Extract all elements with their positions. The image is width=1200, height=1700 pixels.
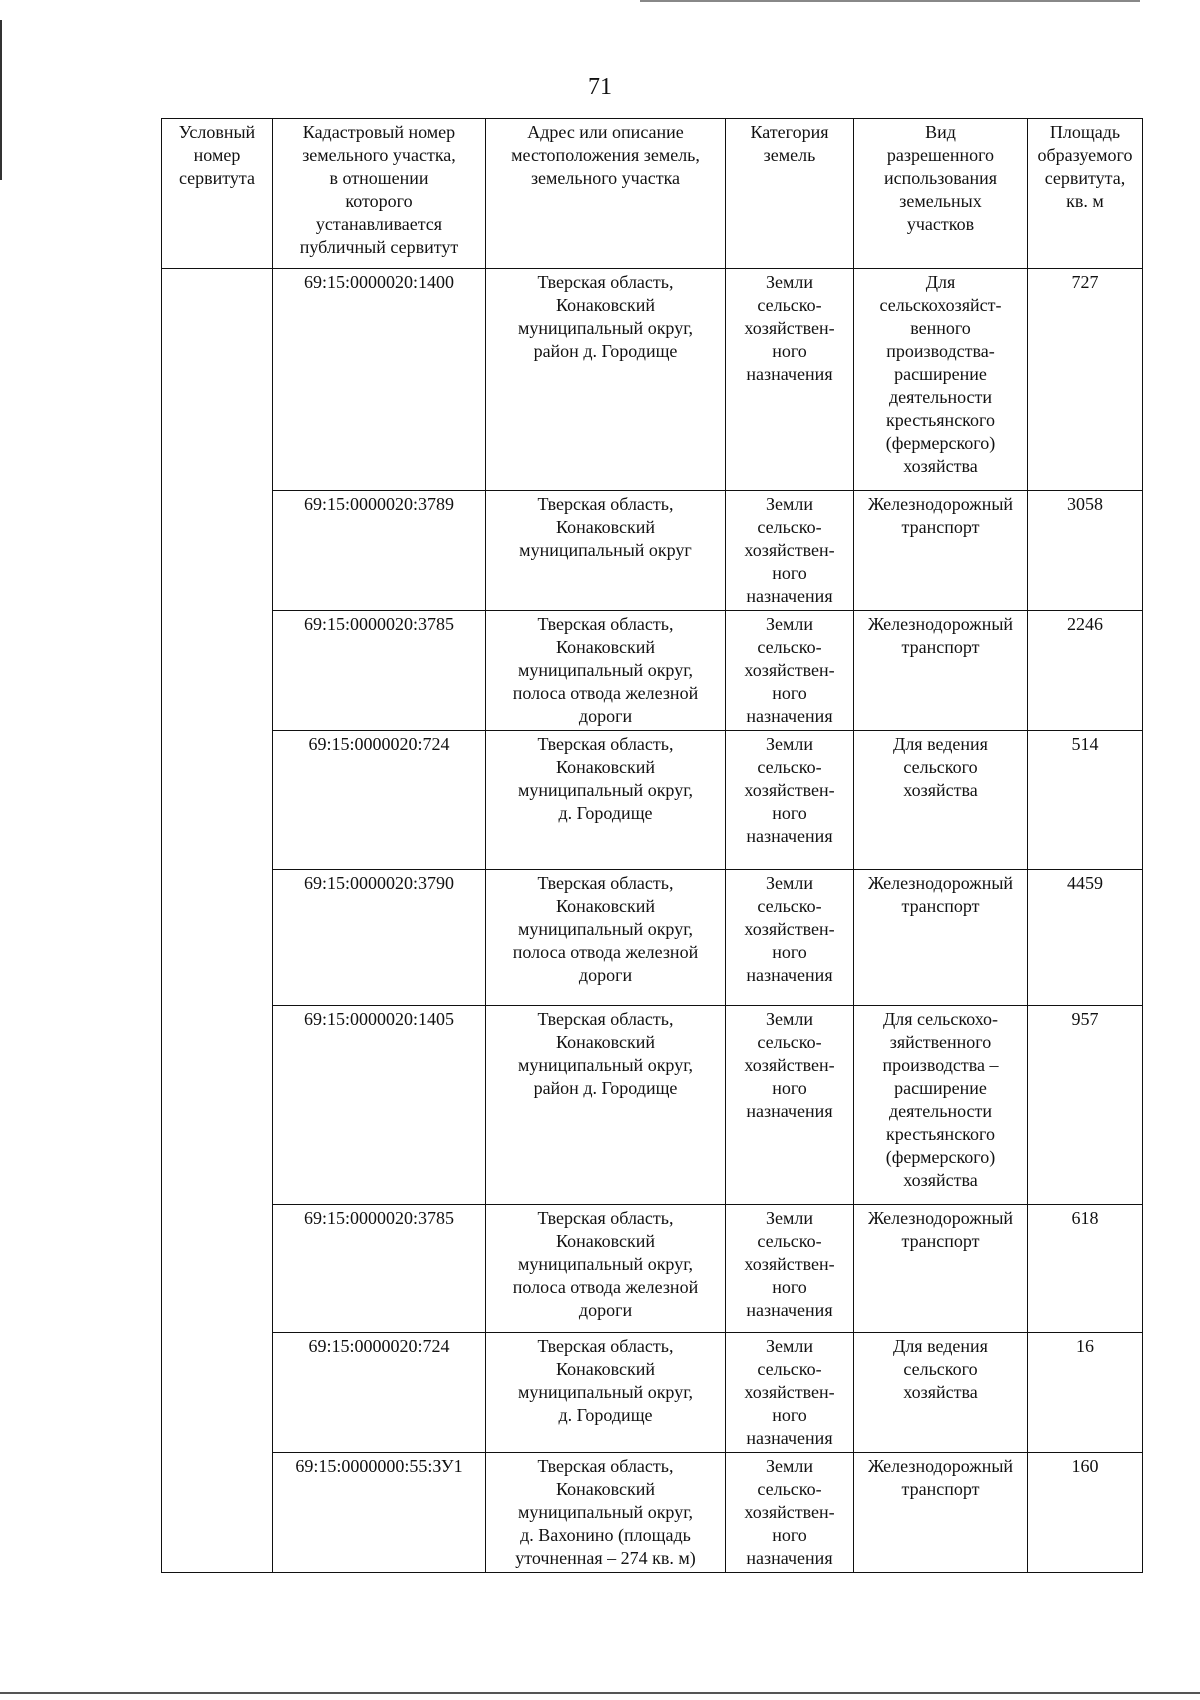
land-category-cell: Земли сельско- хозяйствен- ного назначения <box>726 1205 854 1333</box>
table-row <box>162 611 1143 731</box>
area-cell: 727 <box>1028 269 1143 491</box>
land-category-cell: Земли сельско- хозяйствен- ного назначения <box>726 269 854 491</box>
header-servitude-number: Условный номер сервитута <box>162 119 273 269</box>
cadastral-number-cell: 69:15:0000000:55:ЗУ1 <box>273 1453 486 1573</box>
permitted-use-cell: Для сельскохо- зяйственного производства – расширение деятельности крестьянского (фермерского) хозяйства <box>854 1006 1028 1205</box>
table-row <box>162 731 1143 870</box>
table-row <box>162 491 1143 611</box>
land-category-cell: Земли сельско- хозяйствен- ного назначения <box>726 870 854 1006</box>
header-cadastral-number: Кадастровый номер земельного участка, в отношении которого устанавливается публичный сервитут <box>273 119 486 269</box>
table-row <box>162 1333 1143 1453</box>
land-category-cell: Земли сельско- хозяйствен- ного назначения <box>726 1006 854 1205</box>
area-cell: 514 <box>1028 731 1143 870</box>
servitude-table <box>161 118 1143 1573</box>
permitted-use-cell: Железнодорожный транспорт <box>854 611 1028 731</box>
cadastral-number-cell: 69:15:0000020:724 <box>273 1333 486 1453</box>
header-land-category: Категория земель <box>726 119 854 269</box>
address-cell: Тверская область, Конаковский муниципальный округ, полоса отвода железной дороги <box>486 611 726 731</box>
table-header-row <box>162 119 1143 269</box>
cadastral-number-cell: 69:15:0000020:3789 <box>273 491 486 611</box>
table-row <box>162 870 1143 1006</box>
table-row <box>162 1006 1143 1205</box>
table-row <box>162 1205 1143 1333</box>
page-number: 71 <box>588 74 612 100</box>
area-cell: 16 <box>1028 1333 1143 1453</box>
area-cell: 2246 <box>1028 611 1143 731</box>
land-category-cell: Земли сельско- хозяйствен- ного назначения <box>726 731 854 870</box>
land-category-cell: Земли сельско- хозяйствен- ного назначения <box>726 611 854 731</box>
scan-edge-top <box>640 0 1140 2</box>
cadastral-number-cell: 69:15:0000020:1405 <box>273 1006 486 1205</box>
permitted-use-cell: Для сельскохозяйст- венного производства- расширение деятельности крестьянского (фермерского) хозяйства <box>854 269 1028 491</box>
area-cell: 957 <box>1028 1006 1143 1205</box>
area-cell: 3058 <box>1028 491 1143 611</box>
scan-edge-bottom <box>0 1692 1200 1694</box>
table-row <box>162 269 1143 491</box>
cadastral-number-cell: 69:15:0000020:724 <box>273 731 486 870</box>
area-cell: 4459 <box>1028 870 1143 1006</box>
header-area: Площадь образуемого сервитута, кв. м <box>1028 119 1143 269</box>
area-cell: 618 <box>1028 1205 1143 1333</box>
header-address: Адрес или описание местоположения земель, земельного участка <box>486 119 726 269</box>
cadastral-number-cell: 69:15:0000020:3785 <box>273 1205 486 1333</box>
address-cell: Тверская область, Конаковский муниципальный округ, полоса отвода железной дороги <box>486 1205 726 1333</box>
header-permitted-use: Вид разрешенного использования земельных участков <box>854 119 1028 269</box>
address-cell: Тверская область, Конаковский муниципальный округ, д. Городище <box>486 731 726 870</box>
cadastral-number-cell: 69:15:0000020:1400 <box>273 269 486 491</box>
permitted-use-cell: Железнодорожный транспорт <box>854 1205 1028 1333</box>
land-category-cell: Земли сельско- хозяйствен- ного назначения <box>726 1453 854 1573</box>
permitted-use-cell: Железнодорожный транспорт <box>854 1453 1028 1573</box>
address-cell: Тверская область, Конаковский муниципальный округ, д. Городище <box>486 1333 726 1453</box>
permitted-use-cell: Железнодорожный транспорт <box>854 491 1028 611</box>
address-cell: Тверская область, Конаковский муниципальный округ <box>486 491 726 611</box>
address-cell: Тверская область, Конаковский муниципальный округ, полоса отвода железной дороги <box>486 870 726 1006</box>
permitted-use-cell: Для ведения сельского хозяйства <box>854 731 1028 870</box>
land-category-cell: Земли сельско- хозяйствен- ного назначения <box>726 1333 854 1453</box>
address-cell: Тверская область, Конаковский муниципальный округ, д. Вахонино (площадь уточненная – 274 кв. м) <box>486 1453 726 1573</box>
permitted-use-cell: Для ведения сельского хозяйства <box>854 1333 1028 1453</box>
land-category-cell: Земли сельско- хозяйствен- ного назначения <box>726 491 854 611</box>
address-cell: Тверская область, Конаковский муниципальный округ, район д. Городище <box>486 269 726 491</box>
area-cell: 160 <box>1028 1453 1143 1573</box>
cadastral-number-cell: 69:15:0000020:3785 <box>273 611 486 731</box>
servitude-number-cell <box>162 269 273 1573</box>
cadastral-number-cell: 69:15:0000020:3790 <box>273 870 486 1006</box>
address-cell: Тверская область, Конаковский муниципальный округ, район д. Городище <box>486 1006 726 1205</box>
table-row <box>162 1453 1143 1573</box>
permitted-use-cell: Железнодорожный транспорт <box>854 870 1028 1006</box>
